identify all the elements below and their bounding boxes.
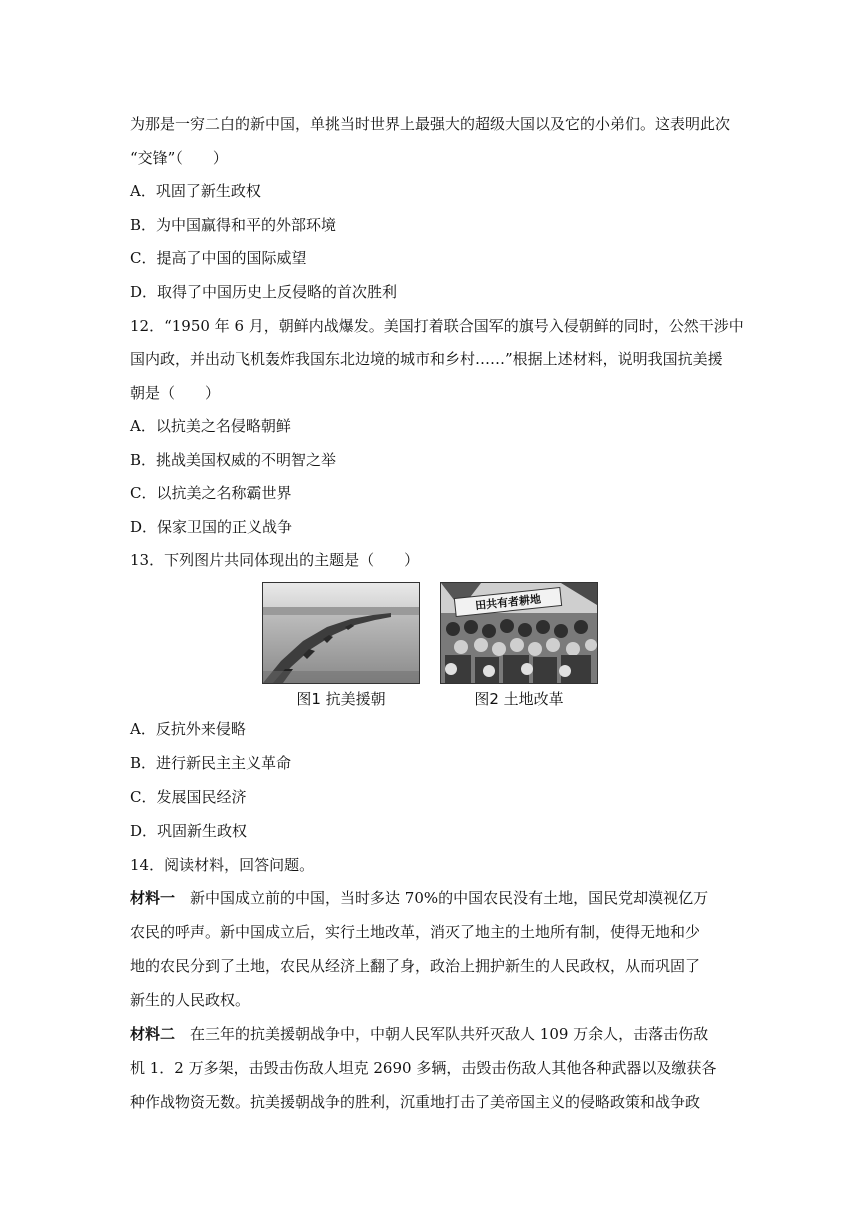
figure-1-photo xyxy=(262,582,420,684)
q11-option-a: A．巩固了新生政权 xyxy=(130,182,261,200)
q12-stem-line3: 朝是（ ） xyxy=(130,384,221,402)
q13-stem: 13．下列图片共同体现出的主题是（ ） xyxy=(130,551,420,569)
q12-stem-line2: 国内政，并出动飞机轰炸我国东北边境的城市和乡村……”根据上述材料，说明我国抗美援 xyxy=(130,350,723,368)
q14-material1-text1: 新中国成立前的中国，当时多达 70%的中国农民没有土地，国民党却漠视亿万 xyxy=(175,889,709,907)
q14-stem: 14．阅读材料，回答问题。 xyxy=(130,856,315,874)
q13-option-b: B．进行新民主主义革命 xyxy=(130,754,292,772)
q13-option-d: D．巩固新生政权 xyxy=(130,822,248,840)
q14-material2-line3: 种作战物资无数。抗美援朝战争的胜利，沉重地打击了美帝国主义的侵略政策和战争政 xyxy=(130,1093,701,1111)
q12-option-b: B．挑战美国权威的不明智之举 xyxy=(130,451,337,469)
figure-2-photo xyxy=(440,582,598,684)
q12-stem-line1: 12．“1950 年 6 月，朝鲜内战爆发。美国打着联合国军的旗号入侵朝鲜的同时，公然干涉中 xyxy=(130,317,744,335)
q14-material2-line1 xyxy=(130,1024,708,1044)
land-reform-crowd-image xyxy=(441,583,597,683)
figure-1-caption: 图1 抗美援朝 xyxy=(296,690,386,708)
figure-1 xyxy=(262,582,420,709)
q11-stem-line1: 为那是一穷二白的新中国，单挑当时世界上最强大的超级大国以及它的小弟们。这表明此次 xyxy=(130,115,731,133)
q12-option-d: D．保家卫国的正义战争 xyxy=(130,518,293,536)
figure-2 xyxy=(440,582,598,709)
q12-option-a: A．以抗美之名侵略朝鲜 xyxy=(130,417,291,435)
q11-option-c: C．提高了中国的国际威望 xyxy=(130,249,307,267)
q14-material1-line1 xyxy=(130,888,708,908)
q14-material1-line4: 新生的人民政权。 xyxy=(130,991,251,1009)
q14-material1-line2: 农民的呼声。新中国成立后，实行土地改革，消灭了地主的土地所有制，使得无地和少 xyxy=(130,923,701,941)
q11-option-d: D．取得了中国历史上反侵略的首次胜利 xyxy=(130,283,398,301)
q13-figures xyxy=(262,582,602,712)
troops-crossing-river-image xyxy=(263,583,419,683)
q14-material2-label: 材料二 xyxy=(130,1025,176,1043)
q12-option-c: C．以抗美之名称霸世界 xyxy=(130,484,292,502)
q14-material2-line2: 机 1．2 万多架，击毁击伤敌人坦克 2690 多辆，击毁击伤敌人其他各种武器以及缴获各 xyxy=(130,1059,717,1077)
q14-material2-text1: 在三年的抗美援朝战争中，中朝人民军队共歼灭敌人 109 万余人，击落击伤敌 xyxy=(175,1025,709,1043)
q13-option-a: A．反抗外来侵略 xyxy=(130,720,246,738)
q11-stem-line2: “交锋”（ ） xyxy=(130,149,228,167)
q11-option-b: B．为中国赢得和平的外部环境 xyxy=(130,216,337,234)
figure-2-banner-text: 田共有者耕地 xyxy=(474,592,542,613)
q13-option-c: C．发展国民经济 xyxy=(130,788,247,806)
q14-material1-line3: 地的农民分到了土地，农民从经济上翻了身，政治上拥护新生的人民政权，从而巩固了 xyxy=(130,957,701,975)
figure-2-caption: 图2 土地改革 xyxy=(474,690,564,708)
q14-material1-label: 材料一 xyxy=(130,889,176,907)
